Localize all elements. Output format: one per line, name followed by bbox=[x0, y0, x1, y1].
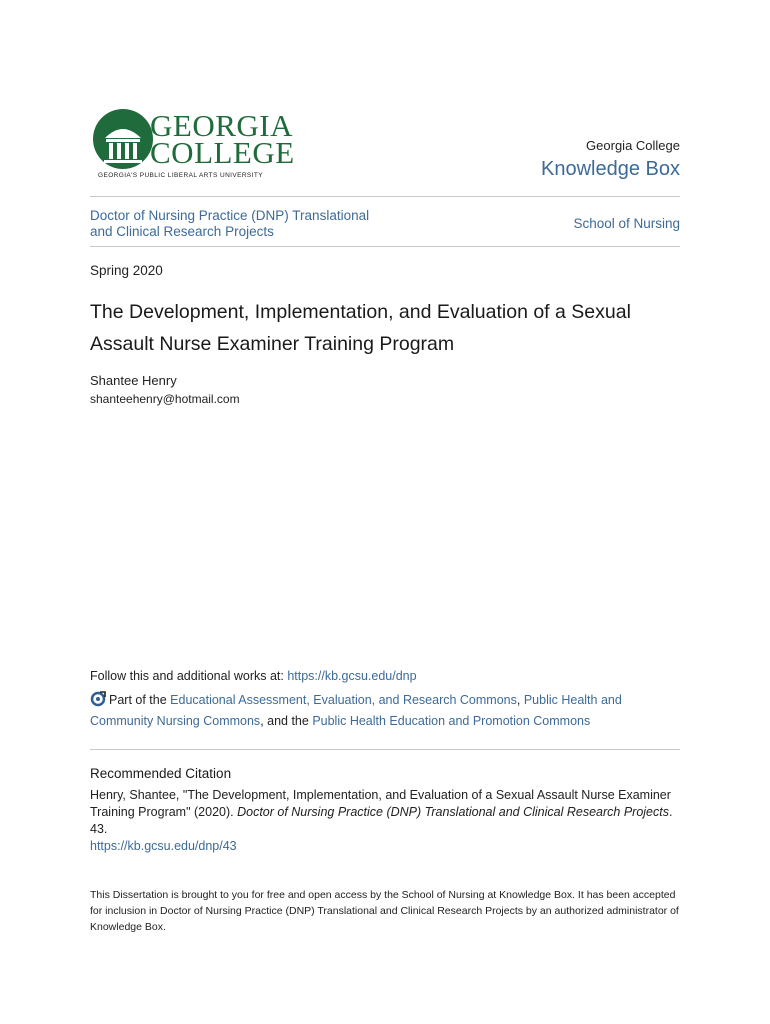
citation-url-link[interactable]: https://kb.gcsu.edu/dnp/43 bbox=[90, 839, 237, 853]
follow-line bbox=[90, 669, 417, 683]
divider-top bbox=[90, 196, 680, 197]
citation-main: Henry, Shantee, "The Development, Implementation, and Evaluation of a Sexual Assault Nurse Examiner Training Program" (2020). bbox=[90, 788, 671, 819]
institution-label: Georgia College bbox=[586, 138, 680, 153]
logo-line-2: COLLEGE bbox=[150, 135, 295, 170]
author-email: shanteehenry@hotmail.com bbox=[90, 392, 240, 406]
series-link[interactable]: Doctor of Nursing Practice (DNP) Translational and Clinical Research Projects bbox=[90, 208, 370, 239]
commons-separator-2: , and the bbox=[260, 714, 313, 728]
citation-number: . 43. bbox=[90, 805, 673, 836]
paper-title: The Development, Implementation, and Evaluation of a Sexual Assault Nurse Examiner Training Program bbox=[90, 301, 631, 355]
citation-heading: Recommended Citation bbox=[90, 766, 232, 781]
follow-url-link[interactable]: https://kb.gcsu.edu/dnp bbox=[287, 669, 417, 683]
follow-prefix: Follow this and additional works at: bbox=[90, 669, 288, 683]
divider-citation bbox=[90, 749, 680, 750]
publication-date: Spring 2020 bbox=[90, 263, 163, 278]
commons-link-public-health-community-nursing[interactable]: Public Health and Community Nursing Commons bbox=[90, 693, 622, 728]
logo-line-1: GEORGIA bbox=[150, 108, 293, 143]
author-name: Shantee Henry bbox=[90, 373, 177, 388]
access-statement: This Dissertation is brought to you for free and open access by the School of Nursing at Knowledge Box. It has been accepted for inclusion in Doctor of Nursing Practice (DNP) Translational and Clinical Research Projects by an authorized administrator of Knowledge Box. bbox=[90, 889, 679, 933]
citation-series: Doctor of Nursing Practice (DNP) Translational and Clinical Research Projects bbox=[237, 805, 669, 819]
logo-emblem-icon bbox=[92, 108, 154, 170]
commons-link-educational-assessment[interactable]: Educational Assessment, Evaluation, and Research Commons bbox=[170, 693, 517, 707]
commons-separator-1: , bbox=[516, 693, 524, 707]
georgia-college-logo bbox=[92, 106, 302, 184]
divider-series bbox=[90, 246, 680, 247]
commons-link-public-health-education[interactable]: Public Health Education and Promotion Commons bbox=[312, 714, 591, 728]
bepress-commons-icon bbox=[90, 691, 106, 707]
citation-text bbox=[90, 787, 680, 838]
part-of-line bbox=[90, 690, 650, 732]
part-of-prefix: Part of the bbox=[109, 693, 171, 707]
knowledge-box-link[interactable]: Knowledge Box bbox=[541, 158, 680, 180]
department-link[interactable]: School of Nursing bbox=[573, 216, 680, 231]
logo-tagline: GEORGIA'S PUBLIC LIBERAL ARTS UNIVERSITY bbox=[98, 172, 263, 179]
